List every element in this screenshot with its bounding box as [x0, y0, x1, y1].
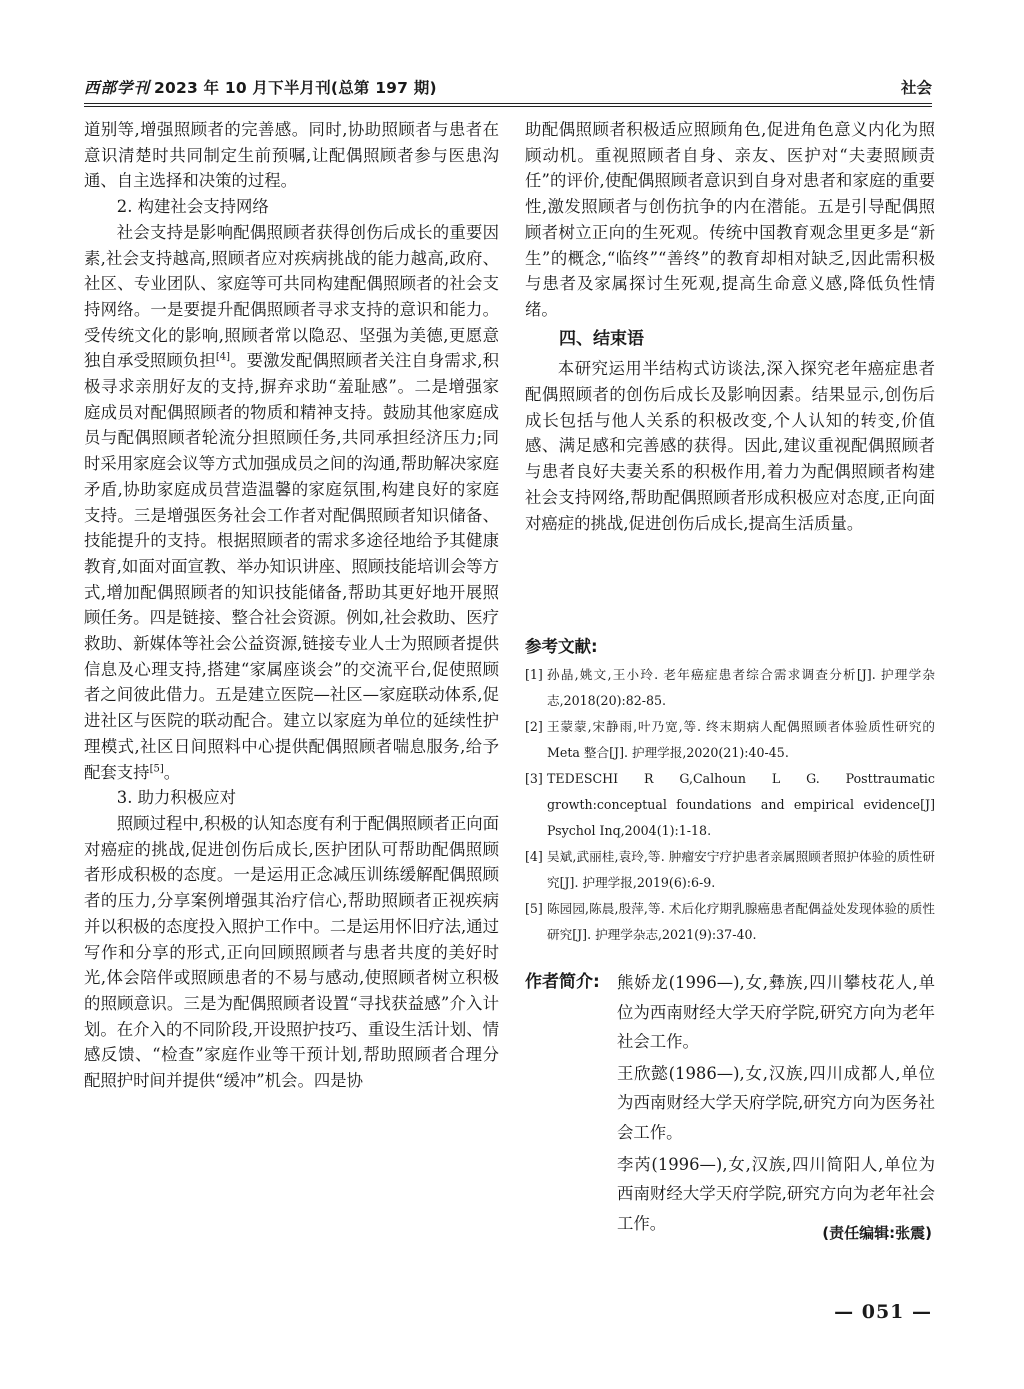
reference-text: 孙晶,姚文,王小玲. 老年癌症患者综合需求调查分析[J]. 护理学杂志,2018(20):82-85.	[547, 667, 935, 708]
reference-item	[525, 766, 935, 844]
paragraph: 助配偶照顾者积极适应照顾角色,促进角色意义内化为照顾动机。重视照顾者自身、亲友、医护对“夫妻照顾责任”的评价,使配偶照顾者意识到自身对患者和家庭的重要性,激发照顾者与创伤抗争的内在潜能。五是引导配偶照顾者树立正向的生死观。传统中国教育观念里更多是“新生”的概念,“临终”“善终”的教育却相对缺乏,因此需积极与患者及家属探讨生死观,提高生命意义感,降低负性情绪。	[525, 120, 935, 319]
section-title: 四、结束语	[559, 328, 644, 349]
reference-item	[525, 896, 935, 948]
issue-info: 2023 年 10 月下半月刊(总第 197 期)	[154, 79, 437, 97]
citation: [4]	[215, 351, 231, 363]
paragraph-text: 。	[163, 762, 181, 782]
header-left	[84, 76, 437, 98]
paragraph: 本研究运用半结构式访谈法,深入探究老年癌症患者配偶照顾者的创伤后成长及影响因素。结果显示,创伤后成长包括与他人关系的积极改变,个人认知的转变,价值感、满足感和完善感的获得。因此,建议重视配偶照顾者与患者良好夫妻关系的积极作用,着力为配偶照顾者构建社会支持网络,帮助配偶照顾者形成积极应对态度,正向面对癌症的挑战,促进创伤后成长,提高生活质量。	[525, 359, 935, 533]
paragraph	[84, 220, 499, 785]
subheading: 3. 助力积极应对	[116, 788, 236, 808]
paragraph: 道别等,增强照顾者的完善感。同时,协助照顾者与患者在意识清楚时共同制定生前预嘱,让配偶照顾者参与医患沟通、自主选择和决策的过程。	[84, 120, 499, 191]
header-rule-thin	[84, 106, 932, 107]
reference-number: [1]	[525, 667, 543, 682]
reference-item	[525, 844, 935, 896]
page-number: — 051 —	[834, 1301, 932, 1323]
author-bios	[617, 968, 935, 1240]
responsible-editor: (责任编辑:张震)	[822, 1224, 932, 1242]
reference-number: [3]	[525, 771, 543, 786]
author-bio: 李芮(1996—),女,汉族,四川简阳人,单位为西南财经大学天府学院,研究方向为老年社会工作。	[617, 1154, 935, 1233]
journal-name: 西部学刊	[84, 79, 151, 97]
reference-text: 吴斌,武丽桂,袁玲,等. 肿瘤安宁疗护患者亲属照顾者照护体验的质性研究[J]. 护理学报,2019(6):6-9.	[547, 849, 935, 890]
paragraph: 照顾过程中,积极的认知态度有利于配偶照顾者正向面对癌症的挑战,促进创伤后成长,医护团队可帮助配偶照顾者形成积极的态度。一是运用正念减压训练缓解配偶照顾者的压力,分享案例增强其治疗信心,帮助照顾者正视疾病并以积极的态度投入照护工作中。二是运用怀旧疗法,通过写作和分享的形式,正向回顾照顾者与患者共度的美好时光,体会陪伴或照顾患者的不易与感动,使照顾者树立积极的照顾意识。三是为配偶照顾者设置“寻找获益感”介入计划。在介入的不同阶段,开设照护技巧、重设生活计划、情感反馈、“检查”家庭作业等干预计划,帮助照顾者合理分配照护时间并提供“缓冲”机会。四是协	[84, 813, 499, 1091]
references-title: 参考文献:	[525, 637, 598, 656]
right-column	[525, 117, 935, 536]
running-header	[84, 70, 932, 98]
reference-item	[525, 662, 935, 714]
author-bio: 王欣懿(1986—),女,汉族,四川成都人,单位为西南财经大学天府学院,研究方向为医务社会工作。	[617, 1063, 935, 1142]
reference-text: 陈园园,陈晨,殷萍,等. 术后化疗期乳腺癌患者配偶益处发现体验的质性研究[J]. 护理学杂志,2021(9):37-40.	[547, 901, 935, 942]
reference-number: [4]	[525, 849, 543, 864]
paragraph-text: 。要激发配偶照顾者关注自身需求,积极寻求亲朋好友的支持,摒弃求助“羞耻感”。二是增强家庭成员对配偶照顾者的物质和精神支持。鼓励其他家庭成员与配偶照顾者轮流分担照顾任务,共同承担经济压力;同时采用家庭会议等方式加强成员之间的沟通,帮助解决家庭矛盾,协助家庭成员营造温馨的家庭氛围,构建良好的家庭支持。三是增强医务社会工作者对配偶照顾者知识储备、技能提升的支持。根据照顾者的需求多途径地给予其健康教育,如面对面宣教、举办知识讲座、照顾技能培训会等方式,增加配偶照顾者的知识技能储备,帮助其更好地开展照顾任务。四是链接、整合社会资源。例如,社会救助、医疗救助、新媒体等社会公益资源,链接专业人士为照顾者提供信息及心理支持,搭建“家属座谈会”的交流平台,促使照顾者之间彼此借力。五是建立医院—社区—家庭联动体系,促进社区与医院的联动配合。建立以家庭为单位的延续性护理模式,社区日间照料中心提供配偶照顾者喘息服务,给予配套支持	[84, 351, 499, 782]
section-name: 社会	[900, 79, 932, 97]
author-bio: 熊娇龙(1996—),女,彝族,四川攀枝花人,单位为西南财经大学天府学院,研究方向为老年社会工作。	[617, 973, 935, 1052]
reference-text: 王蒙蒙,宋静雨,叶乃宽,等. 终末期病人配偶照顾者体验质性研究的 Meta 整合[J]. 护理学报,2020(21):40-45.	[547, 719, 935, 760]
reference-number: [2]	[525, 719, 543, 734]
citation: [5]	[149, 763, 164, 775]
left-column	[84, 117, 499, 1094]
references	[525, 634, 935, 948]
reference-item	[525, 714, 935, 766]
reference-number: [5]	[525, 901, 543, 916]
paragraph-text: 社会支持是影响配偶照顾者获得创伤后成长的重要因素,社会支持越高,照顾者应对疾病挑战的能力越高,政府、社区、专业团队、家庭等可共同构建配偶照顾者的社会支持网络。一是要提升配偶照顾者寻求支持的意识和能力。受传统文化的影响,照顾者常以隐忍、坚强为美德,更愿意独自承受照顾负担	[84, 222, 499, 371]
subheading: 2. 构建社会支持网络	[116, 197, 269, 217]
author-info	[525, 968, 935, 1240]
author-label: 作者简介:	[525, 972, 600, 992]
reference-text: TEDESCHI R G,Calhoun L G. Posttraumatic growth:conceptual foundations and empirical evidence[J] Psychol Inq,2004(1):1-18.	[547, 771, 935, 838]
header-rule	[84, 103, 932, 104]
